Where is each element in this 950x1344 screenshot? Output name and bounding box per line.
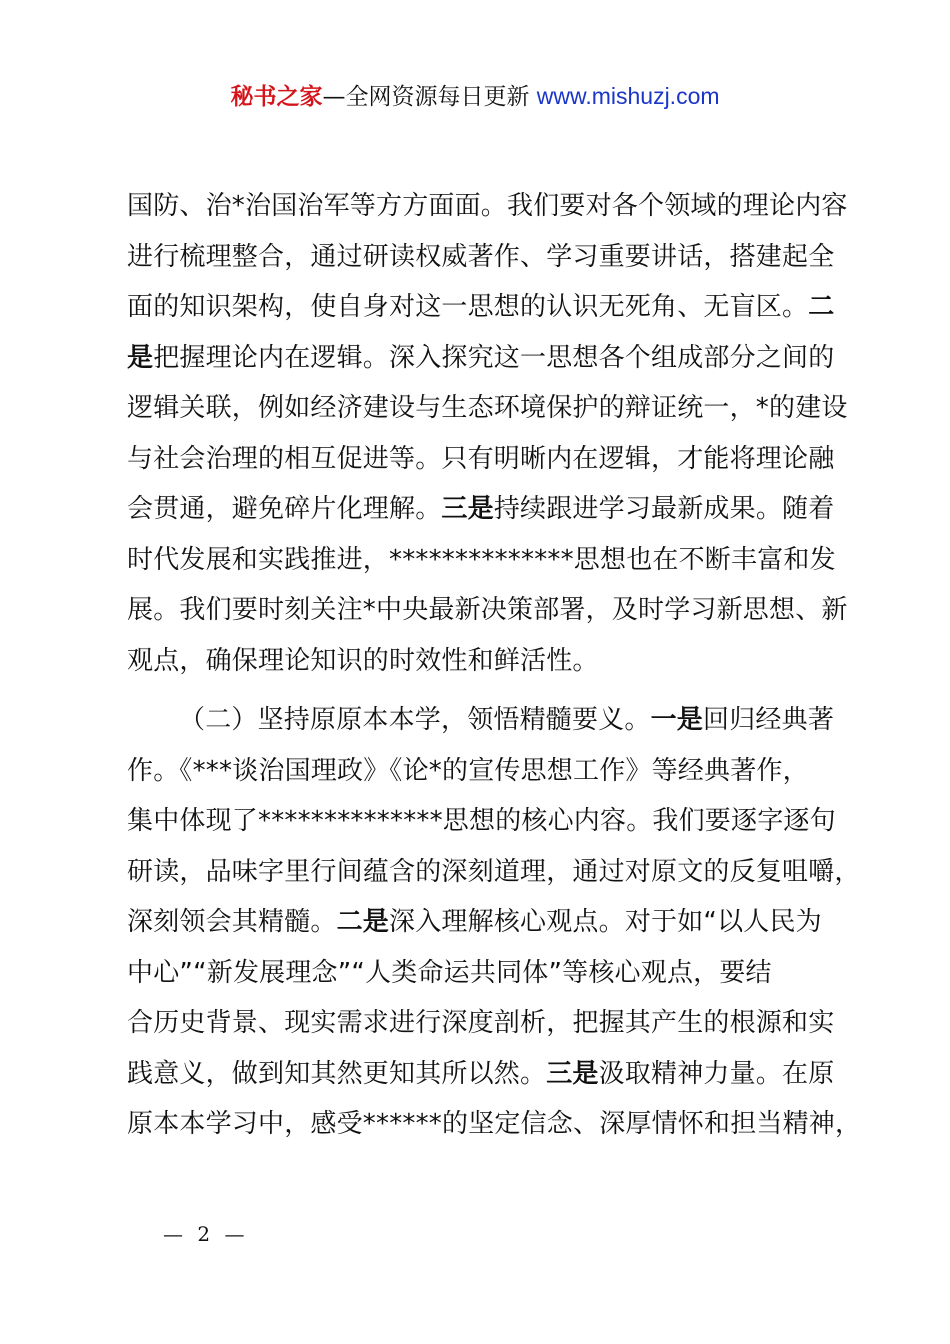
text-line: 进行梳理整合，通过研读权威著作、学习重要讲话，搭建起全 [127, 241, 835, 272]
text-line: 观点，确保理论知识的时效性和鲜活性。 [127, 645, 599, 676]
text-line: 国防、治*治国治军等方方面面。我们要对各个领域的理论内容 [127, 191, 848, 221]
document-body [127, 181, 862, 1150]
header-tagline: —全网资源每日更新 [322, 84, 530, 110]
bold-marker: 二是 [336, 907, 390, 937]
document-header [0, 80, 950, 113]
text-span: 把握理论内在逻辑。深入探究这一思想各个组成部分之间的 [153, 342, 835, 373]
text-span: 持续跟进学习最新成果。随着 [493, 494, 835, 524]
text-line: 研读，品味字里行间蕴含的深刻道理，通过对原文的反复咀嚼， [127, 856, 861, 887]
text-line: 合历史背景、现实需求进行深度剖析，把握其产生的根源和实 [127, 1008, 835, 1038]
text-span: （二）坚持原原本本学，领悟精髓要义。 [179, 705, 651, 735]
text-line [127, 695, 833, 746]
bold-marker: 三是 [546, 1058, 599, 1089]
bold-marker: 三是 [441, 494, 494, 524]
text-span: 面的知识架构，使自身对这一思想的认识无死角、无盲区。 [127, 292, 809, 322]
text-span: 汲取精神力量。在原 [598, 1058, 835, 1089]
text-line [127, 282, 833, 333]
bold-marker: 是 [127, 342, 154, 373]
header-site-url[interactable]: www.mishuzj.com [536, 83, 720, 109]
paragraph-gap [127, 686, 833, 695]
page-number: — 2 — [163, 1222, 249, 1246]
text-line: 集中体现了**************思想的核心内容。我们要逐字逐句 [127, 806, 836, 836]
text-span: 深入理解核心观点。对于如“以人民为 [389, 907, 822, 937]
header-brand: 秘书之家 [230, 84, 323, 110]
text-line: 展。我们要时刻关注*中央最新决策部署，及时学习新思想、新 [127, 595, 848, 625]
text-line [127, 333, 833, 384]
text-line: 与社会治理的相互促进等。只有明晰内在逻辑，才能将理论融 [127, 443, 835, 474]
text-span: 会贯通，避免碎片化理解。 [127, 494, 442, 524]
text-line [127, 484, 833, 535]
text-span: 深刻领会其精髓。 [127, 907, 337, 937]
text-line: 作。《***谈治国理政》《论*的宣传思想工作》等经典著作， [127, 755, 809, 786]
text-line: 原本本学习中，感受******的坚定信念、深厚情怀和担当精神， [127, 1109, 862, 1139]
text-line [127, 1049, 833, 1100]
bold-marker: 二 [808, 292, 835, 322]
bold-marker: 一是 [650, 705, 704, 735]
text-line [127, 897, 833, 948]
text-span: 践意义，做到知其然更知其所以然。 [127, 1058, 547, 1089]
text-line: 逻辑关联，例如经济建设与生态环境保护的辩证统一，*的建设 [127, 393, 848, 423]
text-span: 回归经典著 [703, 705, 835, 735]
text-line: 中心”“新发展理念”“人类命运共同体”等核心观点，要结 [127, 957, 772, 988]
text-line: 时代发展和实践推进，**************思想也在不断丰富和发 [127, 544, 836, 575]
